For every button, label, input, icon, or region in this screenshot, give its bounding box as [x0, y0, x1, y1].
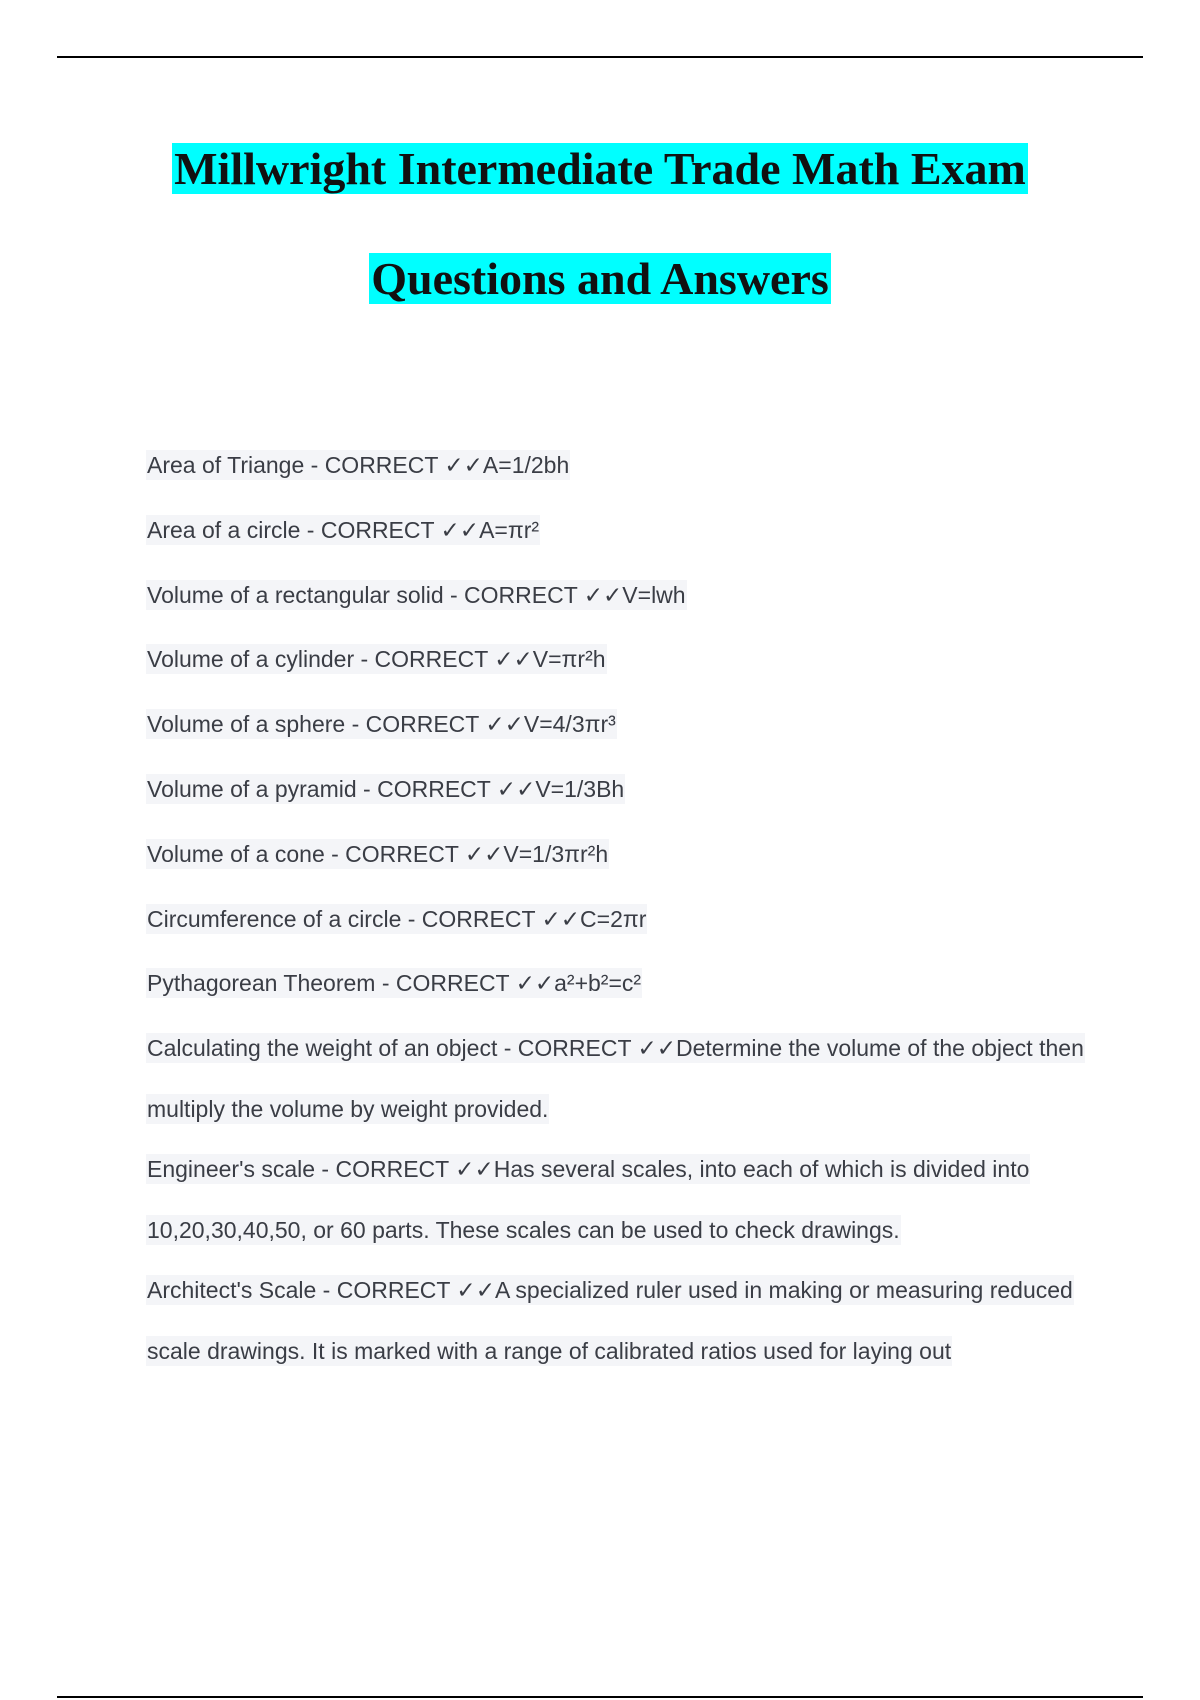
title-line-2: Questions and Answers [371, 253, 829, 304]
document-subtitle [0, 250, 1200, 308]
qa-item-circle-area: Area of a circle - CORRECT ✓✓A=πr² [147, 516, 540, 543]
qa-item-sphere-volume: Volume of a sphere - CORRECT ✓✓V=4/3πr³ [147, 711, 616, 738]
title-line-1: Millwright Intermediate Trade Math Exam [174, 143, 1026, 194]
qa-item-pyramid-volume: Volume of a pyramid - CORRECT ✓✓V=1/3Bh [147, 775, 625, 802]
footer-rule [57, 1696, 1143, 1698]
qa-item-triangle-area: Area of Triange - CORRECT ✓✓A=1/2bh [147, 452, 570, 478]
qa-item-rectangular-solid-volume: Volume of a rectangular solid - CORRECT ✓✓V=lwh [147, 581, 686, 608]
header-rule [57, 56, 1143, 58]
title-block [0, 140, 1200, 308]
qa-item-architects-scale: Architect's Scale - CORRECT ✓✓A specialized ruler used in making or measuring reduced scale drawings. It is marked with a range of calibrated ratios used for laying out [147, 1277, 1073, 1364]
qa-item-object-weight: Calculating the weight of an object - CORRECT ✓✓Determine the volume of the object then multiply the volume by weight provided. [147, 1035, 1084, 1122]
qa-item-engineers-scale: Engineer's scale - CORRECT ✓✓Has several scales, into each of which is divided into 10,20,30,40,50, or 60 parts. These scales can be used to check drawings. [147, 1156, 1030, 1243]
document-title [0, 140, 1200, 198]
qa-list [146, 448, 1096, 1395]
qa-item-cylinder-volume: Volume of a cylinder - CORRECT ✓✓V=πr²h [147, 646, 606, 673]
qa-item-cone-volume: Volume of a cone - CORRECT ✓✓V=1/3πr²h [147, 840, 609, 867]
qa-item-circle-circumference: Circumference of a circle - CORRECT ✓✓C=2πr [147, 905, 647, 932]
qa-item-pythagorean-theorem: Pythagorean Theorem - CORRECT ✓✓a²+b²=c² [147, 970, 642, 997]
